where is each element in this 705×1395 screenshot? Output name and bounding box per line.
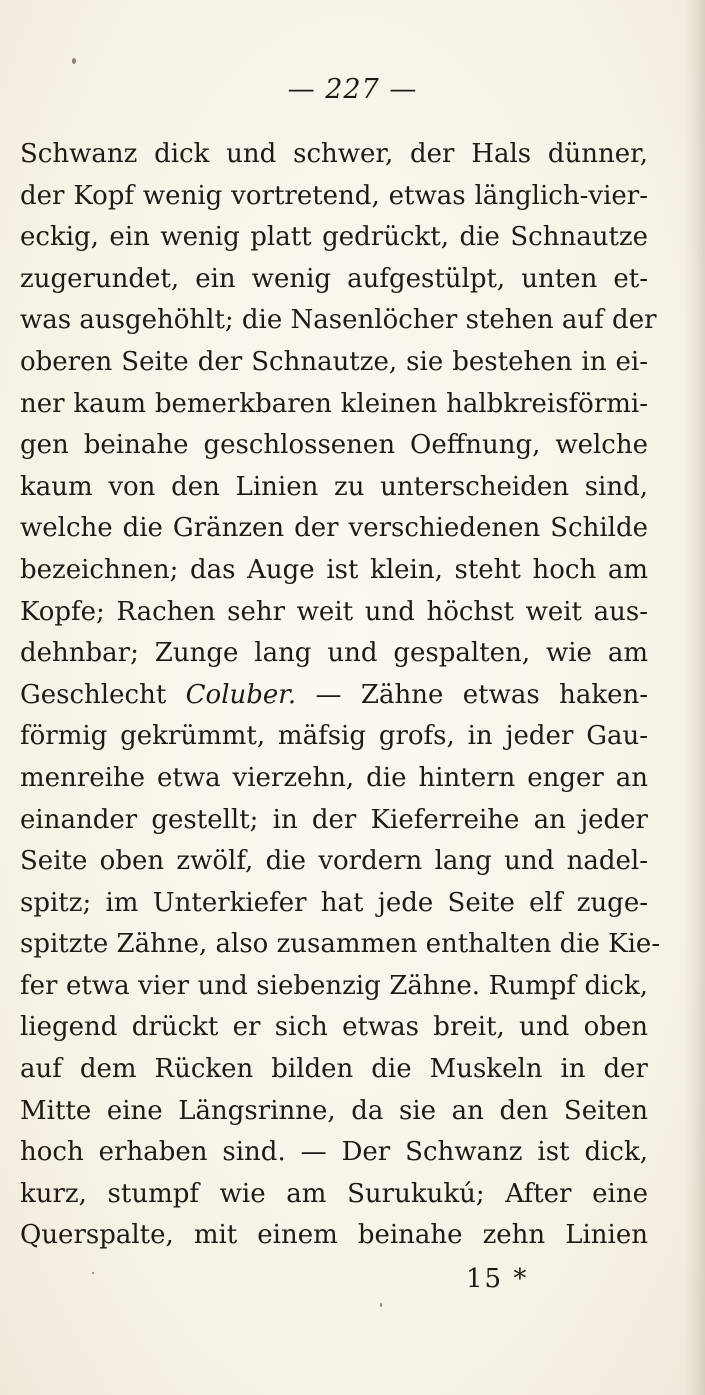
text-line-14 xyxy=(20,675,648,717)
text-line-3: eckig, ein wenig platt gedrückt, die Schnautze xyxy=(20,222,648,253)
page-edge-shadow xyxy=(683,0,705,1395)
signature-mark: 15 * xyxy=(466,1264,529,1294)
body-text xyxy=(20,134,661,1257)
page-number-header: — 227 — xyxy=(287,74,418,105)
line-14-rest: — Zähne etwas haken- xyxy=(296,679,648,710)
text-line-19: spitz; im Unterkiefer hat jede Seite elf zuge- xyxy=(20,887,648,918)
text-line-27: Querspalte, mit einem beinahe zehn Linien xyxy=(20,1220,648,1251)
paper-speck xyxy=(72,58,76,64)
text-line-24: Mitte eine Längsrinne, da sie an den Seiten xyxy=(20,1095,648,1126)
text-line-20: spitzte Zähne, also zusammen enthalten die Kie- xyxy=(20,929,661,960)
text-line-7: ner kaum bemerkbaren kleinen halbkreisförmi- xyxy=(20,388,648,419)
text-line-17: einander gestellt; in der Kieferreihe an jeder xyxy=(20,804,648,835)
text-line-10: welche die Gränzen der verschiedenen Schilde xyxy=(20,513,648,544)
text-line-8: gen beinahe geschlossenen Oeffnung, welche xyxy=(20,430,648,461)
text-line-4: zugerundet, ein wenig aufgestülpt, unten et- xyxy=(20,263,648,294)
text-line-26: kurz, stumpf wie am Surukukú; After eine xyxy=(20,1178,648,1209)
genus-name: Coluber. xyxy=(185,679,297,710)
text-line-16: menreihe etwa vierzehn, die hintern enger an xyxy=(20,762,648,793)
text-line-2: der Kopf wenig vortretend, etwas länglich-vier- xyxy=(20,180,648,211)
paper-speck xyxy=(380,1303,382,1307)
text-line-5: was ausgehöhlt; die Nasenlöcher stehen auf der xyxy=(20,305,657,336)
text-line-15: förmig gekrümmt, mäfsig grofs, in jeder Gau- xyxy=(20,721,648,752)
text-line-11: bezeichnen; das Auge ist klein, steht hoch am xyxy=(20,554,648,585)
text-line-6: oberen Seite der Schnautze, sie bestehen in ei- xyxy=(20,346,648,377)
text-line-21: fer etwa vier und siebenzig Zähne. Rumpf dick, xyxy=(20,970,648,1001)
text-line-18: Seite oben zwölf, die vordern lang und nadel- xyxy=(20,846,648,877)
text-line-23: auf dem Rücken bilden die Muskeln in der xyxy=(20,1054,648,1085)
text-line-9: kaum von den Linien zu unterscheiden sind, xyxy=(20,471,648,502)
text-line-13: dehnbar; Zunge lang und gespalten, wie am xyxy=(20,638,648,669)
text-line-1: Schwanz dick und schwer, der Hals dünner, xyxy=(20,139,648,169)
paper-speck xyxy=(92,1272,94,1274)
line-14-start: Geschlecht xyxy=(20,679,186,710)
text-line-12: Kopfe; Rachen sehr weit und höchst weit aus- xyxy=(20,596,648,627)
text-line-25: hoch erhaben sind. — Der Schwanz ist dick, xyxy=(20,1137,648,1168)
text-line-22: liegend drückt er sich etwas breit, und oben xyxy=(20,1012,648,1043)
